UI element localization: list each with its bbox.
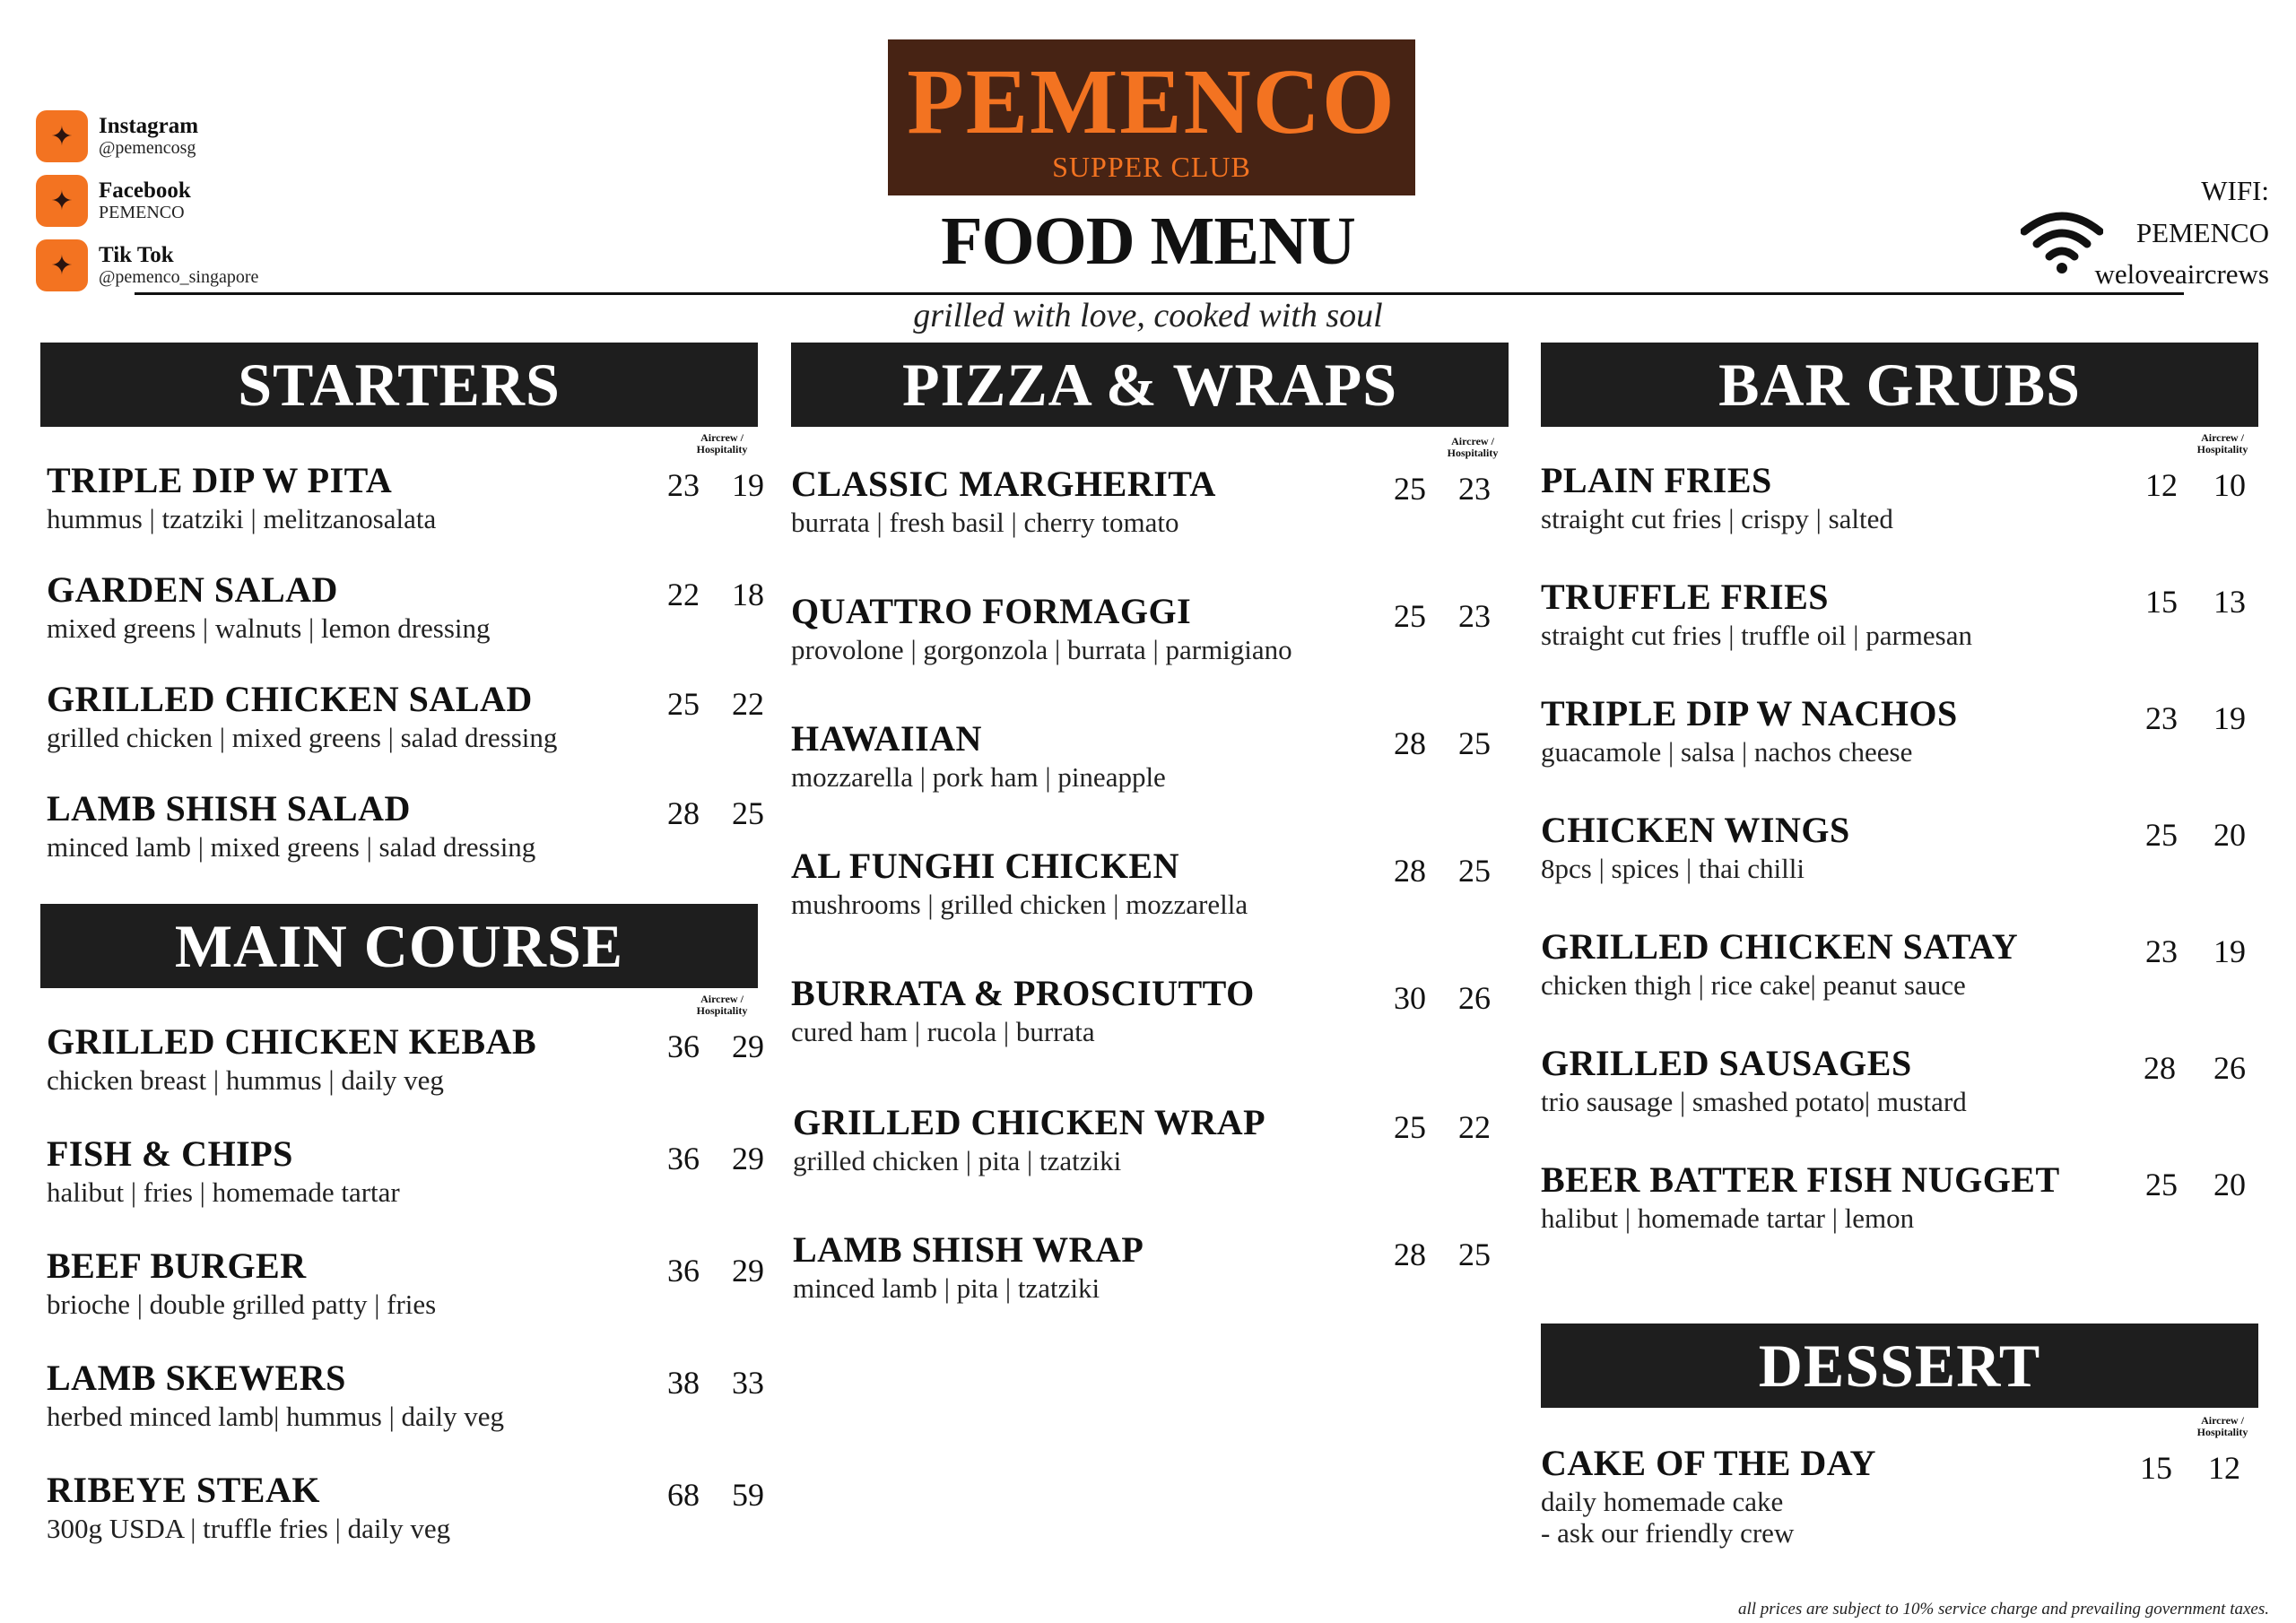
- item-desc: hummus | tzatziki | melitzanosalata: [47, 503, 437, 534]
- item-crew-price: 22: [732, 686, 764, 722]
- logo-name: PEMENCO: [907, 50, 1396, 153]
- page-title: FOOD MENU: [941, 204, 1355, 279]
- item-crew-price: 13: [2213, 584, 2246, 620]
- item-crew-price: 23: [1458, 598, 1491, 634]
- item-price: 25: [1394, 471, 1426, 507]
- menu-item: [47, 1021, 764, 1097]
- item-crew-price: 25: [1458, 853, 1491, 889]
- item-price: 22: [667, 577, 700, 612]
- item-desc: minced lamb | mixed greens | salad dressing: [47, 831, 536, 863]
- item-price: 36: [667, 1028, 700, 1064]
- item-name: AL FUNGHI CHICKEN: [791, 846, 1179, 886]
- sparkle-icon: ✦: [36, 239, 88, 291]
- item-price: 28: [667, 795, 700, 831]
- price-header: Aircrew / Hospitality: [696, 431, 748, 456]
- item-price: 12: [2145, 467, 2178, 503]
- item-name: TRIPLE DIP W NACHOS: [1541, 693, 1958, 733]
- item-name: HAWAIIAN: [791, 718, 982, 759]
- item-crew-price: 20: [2213, 1167, 2246, 1202]
- price-header: Aircrew / Hospitality: [2196, 431, 2248, 456]
- menu-item: [47, 679, 764, 754]
- social-name: Instagram: [99, 114, 199, 139]
- item-price: 68: [667, 1477, 700, 1513]
- item-desc: trio sausage | smashed potato| mustard: [1541, 1086, 1967, 1117]
- item-price: 30: [1394, 980, 1426, 1016]
- section-bar-grubs: BAR GRUBS: [1541, 343, 2258, 427]
- menu-item: [47, 1358, 764, 1433]
- menu-item: [791, 974, 1509, 1048]
- item-crew-price: 26: [1458, 980, 1491, 1016]
- sparkle-icon: ✦: [36, 110, 88, 162]
- item-name: LAMB SHISH WRAP: [793, 1229, 1144, 1270]
- item-name: GRILLED CHICKEN KEBAB: [47, 1021, 537, 1062]
- item-desc: provolone | gorgonzola | burrata | parmigiano: [791, 634, 1292, 665]
- item-crew-price: 59: [732, 1477, 764, 1513]
- section-main-course: MAIN COURSE: [40, 904, 758, 988]
- item-price: 28: [1394, 725, 1426, 761]
- item-name: LAMB SKEWERS: [47, 1358, 346, 1398]
- item-desc: halibut | homemade tartar | lemon: [1541, 1202, 1915, 1234]
- item-price: 15: [2140, 1450, 2172, 1486]
- wifi-network: PEMENCO: [2135, 216, 2269, 248]
- menu-item: [791, 846, 1509, 921]
- item-desc: burrata | fresh basil | cherry tomato: [791, 507, 1179, 538]
- item-name: FISH & CHIPS: [47, 1133, 293, 1174]
- item-crew-price: 25: [1458, 1237, 1491, 1272]
- wifi-info: [2094, 170, 2269, 296]
- item-crew-price: 22: [1458, 1109, 1491, 1145]
- menu-item: [793, 1230, 1510, 1305]
- social-name: Facebook: [99, 178, 191, 204]
- item-desc: brioche | double grilled patty | fries: [47, 1289, 437, 1320]
- item-price: 36: [667, 1253, 700, 1289]
- item-name: GRILLED CHICKEN SALAD: [47, 679, 533, 719]
- footnote: all prices are subject to 10% service charge and prevailing government taxes.: [1737, 1600, 2269, 1619]
- menu-item: [793, 1103, 1510, 1177]
- item-name: TRUFFLE FRIES: [1541, 577, 1829, 617]
- item-name: QUATTRO FORMAGGI: [791, 591, 1192, 631]
- wifi-icon: [2021, 212, 2103, 274]
- item-name: RIBEYE STEAK: [47, 1470, 320, 1510]
- logo-subtitle: SUPPER CLUB: [1052, 151, 1251, 183]
- item-price: 38: [667, 1365, 700, 1401]
- item-desc: chicken thigh | rice cake| peanut sauce: [1541, 969, 1966, 1001]
- item-price: 25: [1394, 598, 1426, 634]
- brand-logo: [888, 39, 1415, 195]
- item-name: CAKE OF THE DAY: [1541, 1443, 1876, 1483]
- item-desc: 300g USDA | truffle fries | daily veg: [47, 1513, 451, 1544]
- item-desc: chicken breast | hummus | daily veg: [47, 1064, 444, 1096]
- menu-item: [47, 569, 764, 645]
- price-header: Aircrew / Hospitality: [696, 993, 748, 1017]
- item-name: CHICKEN WINGS: [1541, 810, 1850, 850]
- item-price: 28: [2144, 1050, 2176, 1086]
- item-crew-price: 19: [732, 467, 764, 503]
- menu-item: [1541, 461, 2258, 535]
- menu-item: [47, 460, 764, 535]
- menu-item: [791, 592, 1509, 666]
- price-header: Aircrew / Hospitality: [1447, 435, 1499, 459]
- item-price: 23: [2145, 700, 2178, 736]
- item-desc: daily homemade cake: [1541, 1486, 1784, 1517]
- item-crew-price: 33: [732, 1365, 764, 1401]
- menu-item: [1541, 1444, 2258, 1549]
- item-crew-price: 29: [732, 1028, 764, 1064]
- item-name: GRILLED CHICKEN WRAP: [793, 1102, 1266, 1142]
- item-name: PLAIN FRIES: [1541, 460, 1772, 500]
- item-desc: straight cut fries | crispy | salted: [1541, 503, 1893, 534]
- social-instagram[interactable]: [36, 104, 258, 169]
- menu-item: [1541, 1160, 2258, 1235]
- item-price: 25: [1394, 1109, 1426, 1145]
- item-price: 36: [667, 1141, 700, 1176]
- menu-item: [47, 1133, 764, 1209]
- menu-item: [791, 719, 1509, 794]
- item-desc: guacamole | salsa | nachos cheese: [1541, 736, 1913, 768]
- item-name: GRILLED CHICKEN SATAY: [1541, 926, 2019, 967]
- item-crew-price: 20: [2213, 817, 2246, 853]
- item-crew-price: 19: [2213, 700, 2246, 736]
- menu-item: [47, 1470, 764, 1545]
- item-desc: 8pcs | spices | thai chilli: [1541, 853, 1805, 884]
- item-crew-price: 19: [2213, 933, 2246, 969]
- item-price: 25: [2145, 817, 2178, 853]
- item-crew-price: 25: [732, 795, 764, 831]
- item-name: BEER BATTER FISH NUGGET: [1541, 1159, 2060, 1200]
- item-desc: grilled chicken | mixed greens | salad dressing: [47, 722, 558, 753]
- item-desc: mushrooms | grilled chicken | mozzarella: [791, 889, 1248, 920]
- social-handle: @pemenco_singapore: [99, 266, 259, 287]
- social-handle: @pemencosg: [99, 137, 196, 158]
- wifi-password: weloveaircrews: [2094, 258, 2269, 290]
- sparkle-icon: ✦: [36, 175, 88, 227]
- item-price: 28: [1394, 1237, 1426, 1272]
- item-desc-line-2: - ask our friendly crew: [1541, 1516, 1795, 1549]
- item-desc: cured ham | rucola | burrata: [791, 1016, 1095, 1047]
- item-crew-price: 18: [732, 577, 764, 612]
- item-price: 23: [667, 467, 700, 503]
- tagline: grilled with love, cooked with soul: [913, 297, 1383, 334]
- item-desc: mozzarella | pork ham | pineapple: [791, 761, 1166, 793]
- item-crew-price: 12: [2208, 1450, 2240, 1486]
- item-desc: grilled chicken | pita | tzatziki: [793, 1145, 1122, 1176]
- item-crew-price: 23: [1458, 471, 1491, 507]
- menu-item: [1541, 577, 2258, 652]
- item-name: BEEF BURGER: [47, 1245, 307, 1286]
- menu-item: [791, 464, 1509, 539]
- item-crew-price: 29: [732, 1141, 764, 1176]
- item-crew-price: 25: [1458, 725, 1491, 761]
- item-price: 25: [2145, 1167, 2178, 1202]
- menu-item: [1541, 1044, 2258, 1118]
- item-price: 25: [667, 686, 700, 722]
- item-name: GARDEN SALAD: [47, 569, 338, 610]
- menu-item: [47, 1245, 764, 1321]
- menu-item: [1541, 927, 2258, 1002]
- section-starters: STARTERS: [40, 343, 758, 427]
- item-crew-price: 29: [732, 1253, 764, 1289]
- price-header: Aircrew / Hospitality: [2196, 1414, 2248, 1438]
- item-crew-price: 26: [2213, 1050, 2246, 1086]
- divider: [135, 292, 2184, 295]
- item-price: 15: [2145, 584, 2178, 620]
- item-crew-price: 10: [2213, 467, 2246, 503]
- item-name: CLASSIC MARGHERITA: [791, 464, 1216, 504]
- item-desc: halibut | fries | homemade tartar: [47, 1176, 400, 1208]
- item-desc: mixed greens | walnuts | lemon dressing: [47, 612, 491, 644]
- item-name: LAMB SHISH SALAD: [47, 788, 411, 829]
- item-desc: minced lamb | pita | tzatziki: [793, 1272, 1100, 1304]
- item-name: TRIPLE DIP W PITA: [47, 460, 393, 500]
- section-pizza-wraps: PIZZA & WRAPS: [791, 343, 1509, 427]
- item-price: 28: [1394, 853, 1426, 889]
- section-dessert: DESSERT: [1541, 1324, 2258, 1408]
- item-name: GRILLED SAUSAGES: [1541, 1043, 1912, 1083]
- social-handle: PEMENCO: [99, 202, 185, 222]
- social-name: Tik Tok: [99, 243, 174, 268]
- item-name: BURRATA & PROSCIUTTO: [791, 973, 1255, 1013]
- menu-item: [47, 788, 764, 864]
- wifi-label: WIFI:: [2201, 175, 2269, 206]
- item-price: 23: [2145, 933, 2178, 969]
- menu-item: [1541, 694, 2258, 768]
- item-desc: herbed minced lamb| hummus | daily veg: [47, 1401, 505, 1432]
- item-desc: straight cut fries | truffle oil | parmesan: [1541, 620, 1972, 651]
- menu-item: [1541, 811, 2258, 885]
